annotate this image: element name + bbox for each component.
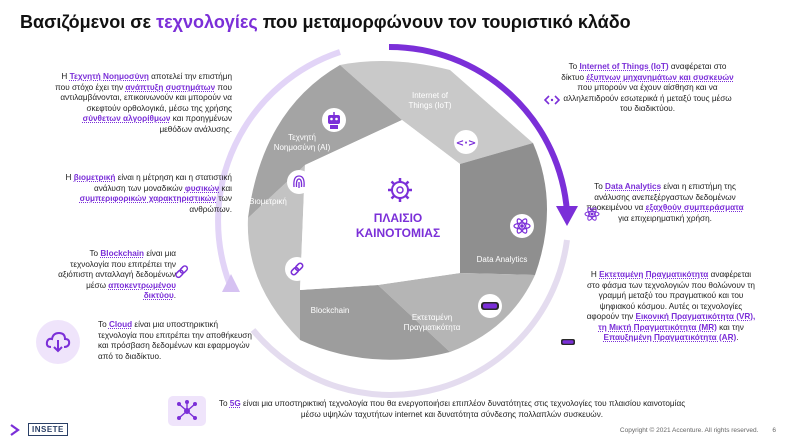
atom-icon	[582, 204, 602, 224]
desc-ai: Η Τεχνητή Νοημοσύνη αποτελεί την επιστήμη που στόχο έχει την ανάπτυξη συστημάτων που αντιλαμβάνονται, επικοινωνούν και μπορούν να σκεφτούν ορθολογικά, μέσω της χρήσης σύνθετων αλγορίθμων και προηγμένων μεθόδων ανάλυσης.	[55, 72, 232, 134]
ai-robot-icon	[322, 108, 346, 132]
center-title-line1: ΠΛΑΙΣΙΟ	[373, 211, 423, 225]
segment-label-ai-1: Τεχνητή	[288, 133, 316, 142]
desc-biometrics: Η βιομετρική είναι η μέτρηση και η στατιστική ανάλυση των μοναδικών φυσικών και συμπεριφορικών χαρακτηριστικών των ανθρώπων.	[65, 173, 232, 214]
segment-label-iot-1: Internet of	[411, 91, 449, 100]
title-highlight: τεχνολογίες	[156, 12, 258, 32]
segment-label-biometrics: Βιομετρική	[249, 197, 287, 206]
segment-label-blockchain: Blockchain	[310, 306, 350, 315]
code-brackets-icon	[542, 90, 562, 110]
desc-blockchain: Το Blockchain είναι μια τεχνολογία που επιτρέπει την αξιόπιστη ανταλλαγή δεδομένων μέσω αποκεντρωμένου δικτύου.	[58, 249, 176, 300]
accenture-arrow-icon	[10, 424, 20, 436]
segment-label-iot-2: Things (IoT)	[408, 101, 452, 110]
insete-logo: INSETE	[28, 423, 68, 436]
segment-label-xr-1: Εκτεταμένη	[411, 313, 453, 322]
desc-cloud: Το Cloud είναι μια υποστηρικτική τεχνολογία που επιτρέπει την αποθήκευση και πρόσβαση δεδομένων και εφαρμογών από το διαδίκτυο.	[98, 320, 252, 361]
segment-label-data: Data Analytics	[476, 255, 528, 264]
page-number: 6	[772, 427, 776, 434]
vr-headset-icon	[558, 332, 578, 352]
segment-label-xr-2: Πραγματικότητα	[403, 323, 461, 332]
center-title-line2: ΚΑΙΝΟΤΟΜΙΑΣ	[355, 226, 441, 240]
svg-text:<·>: <·>	[455, 138, 477, 149]
iot-network-icon	[454, 130, 478, 154]
data-analytics-atom-icon	[510, 214, 534, 238]
desc-iot: Το Internet of Things (IoT) αναφέρεται στο δίκτυο έξυπνων μηχανημάτων και συσκευών που μπορούν να έχουν αίσθηση και να αλληλεπιδρούν εσωτερικά ή μεταξύ τους μέσω του διαδικτύου.	[561, 62, 734, 113]
footer-logos	[10, 423, 68, 436]
blockchain-link-icon	[285, 257, 309, 281]
footer-copyright: Copyright © 2021 Accenture. All rights reserved. 6	[619, 427, 776, 434]
cloud-download-icon	[36, 320, 80, 364]
segment-label-ai-2: Νοημοσύνη (AI)	[273, 143, 331, 152]
desc-5g: Το 5G είναι μια υποστηρικτική τεχνολογία που θα ενεργοποιήσει επιπλέον δυνατότητες στις τεχνολογίες του πλαισίου καινοτομίας μέσω υψηλών ταχυτήτων internet και δυνατότητα σύνδεσης πολλαπλών συσκευών.	[218, 399, 686, 419]
link-icon	[172, 262, 192, 282]
title-prefix: Βασιζόμενοι σε	[20, 12, 157, 32]
xr-headset-icon	[478, 294, 502, 318]
network-hub-icon	[168, 396, 206, 426]
desc-data-analytics: Το Data Analytics είναι η επιστήμη της ανάλυσης ανεπεξέργαστων δεδομένων προκειμένου να εξαχθούν συμπεράσματα για επιχειρηματική χρήση.	[586, 182, 744, 223]
ring-arrow-right	[556, 206, 578, 226]
title-suffix: που μεταμορφώνουν τον τουριστικό κλάδο	[257, 12, 631, 32]
desc-xr: Η Εκτεταμένη Πραγματικότητα αναφέρεται στο φάσμα των τεχνολογιών που θολώνουν τη γραμμή μεταξύ του πραγματικού και του ψηφιακού κόσμου. Αυτές οι τεχνολογίες αφορούν την Εικονική Πραγματικότητα (VR), τη Μικτή Πραγματικότητα (MR) και την Επαυξημένη Πραγματικότητα (AR).	[586, 270, 756, 342]
fingerprint-icon	[287, 170, 311, 194]
